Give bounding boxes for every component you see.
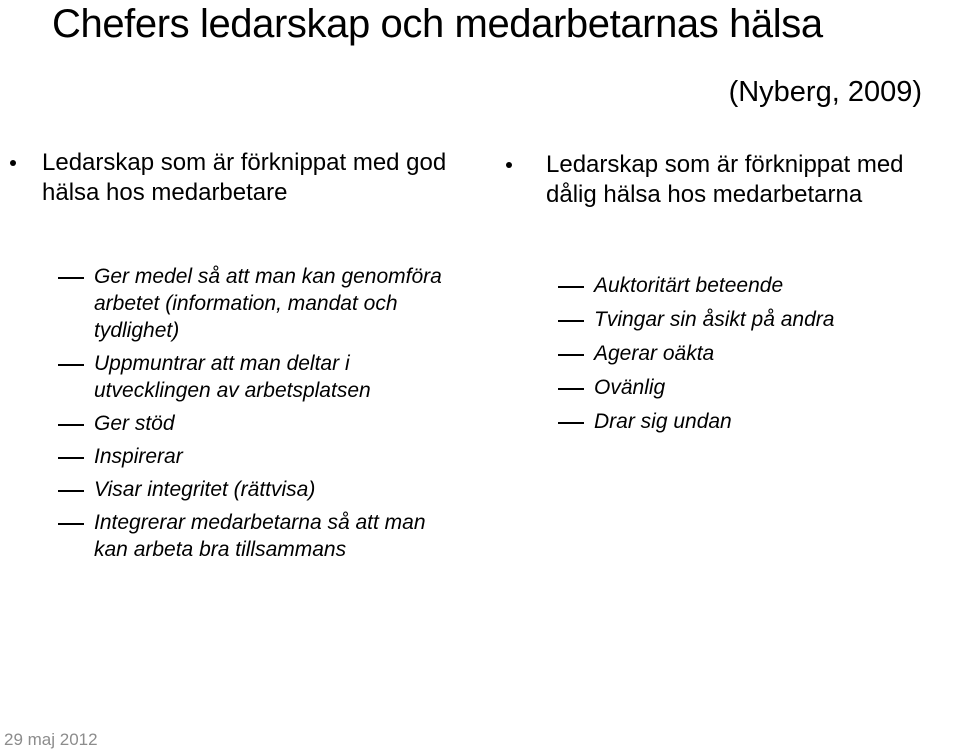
dash-icon [558, 320, 584, 322]
list-item [58, 509, 478, 563]
dash-icon [58, 364, 84, 366]
list-item [558, 306, 958, 333]
dash-icon [558, 422, 584, 424]
list-item-text: Integrerar medarbetarna så att man kan arbeta bra tillsammans [94, 511, 426, 561]
dash-icon [58, 523, 84, 525]
left-sub-list [58, 263, 478, 563]
list-item-text: Visar integritet (rättvisa) [94, 478, 316, 501]
list-item-text: Ger medel så att man kan genomföra arbetet (information, mandat och tydlighet) [94, 265, 442, 342]
bullet-dot-icon [506, 162, 512, 168]
dash-icon [58, 490, 84, 492]
dash-icon [58, 457, 84, 459]
right-heading: Ledarskap som är förknippat med dålig hälsa hos medarbetarna [546, 151, 904, 208]
dash-icon [58, 277, 84, 279]
list-item-text: Auktoritärt beteende [594, 274, 784, 297]
citation: (Nyberg, 2009) [728, 76, 922, 108]
dash-icon [558, 286, 584, 288]
right-bullet [506, 150, 958, 210]
list-item [58, 443, 478, 470]
list-item [58, 410, 478, 437]
list-item [558, 408, 958, 435]
dash-icon [558, 388, 584, 390]
list-item-text: Tvingar sin åsikt på andra [594, 308, 835, 331]
right-sub-list [558, 272, 958, 435]
left-heading: Ledarskap som är förknippat med god hälsa hos medarbetare [42, 149, 447, 206]
right-column [506, 150, 958, 442]
footer-date: 29 maj 2012 [4, 730, 98, 749]
list-item-text: Ovänlig [594, 376, 666, 399]
list-item [58, 350, 478, 404]
list-item [58, 263, 478, 344]
dash-icon [558, 354, 584, 356]
left-column [10, 148, 478, 569]
bullet-dot-icon [10, 160, 16, 166]
list-item [558, 374, 958, 401]
left-bullet [10, 148, 478, 208]
list-item [558, 272, 958, 299]
dash-icon [58, 424, 84, 426]
list-item-text: Agerar oäkta [594, 342, 715, 365]
list-item-text: Uppmuntrar att man deltar i utvecklingen av arbetsplatsen [94, 352, 371, 402]
list-item-text: Ger stöd [94, 412, 175, 435]
slide-title: Chefers ledarskap och medarbetarnas hälsa [52, 2, 823, 46]
list-item-text: Inspirerar [94, 445, 183, 468]
list-item [58, 476, 478, 503]
list-item [558, 340, 958, 367]
list-item-text: Drar sig undan [594, 410, 732, 433]
